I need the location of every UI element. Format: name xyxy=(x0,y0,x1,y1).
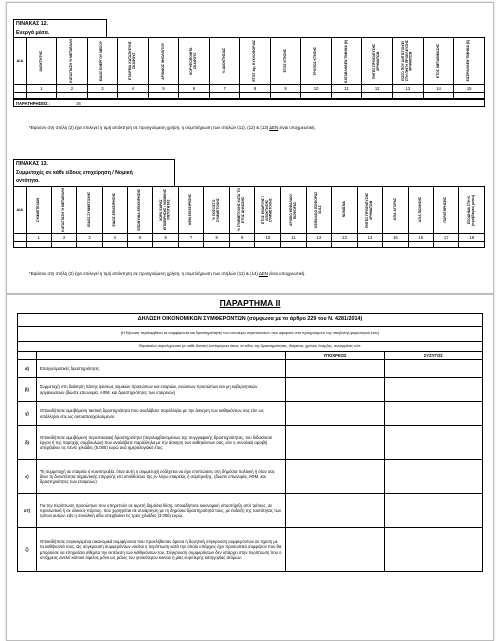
table13-column-number: 11 xyxy=(281,233,307,241)
table12-header-cell xyxy=(240,38,270,85)
table12-header-label: ΕΙΣΠΡΑΧΘΕΝ ΤΙΜΗΜΑ (€) xyxy=(466,40,471,82)
declaration-row-letter: δ) xyxy=(18,426,37,460)
table12-data-cell[interactable] xyxy=(26,93,56,99)
declaration-row-text: Τη συμμετοχή σε εταιρεία ή κοινοπραξία, όταν αυτή η συμμετοχή ενδέχεται να έχει επιπτώσεις στη δημόσια πολιτική ή όταν σας δίνει τη δυνατότητα σημαντικής επιρροής επί υποθέσεων της εν λόγω εταιρείας ή σύμπραξης. (δώστε επωνυμία, ΑΦΜ, και δραστηριότητες των εταιρειών) xyxy=(36,460,285,494)
table13-data-cell[interactable] xyxy=(459,241,485,247)
table-12-title xyxy=(13,19,107,37)
table-12-footnote: *Εφόσον στη στήλη (2) έχει επιλεγεί η τιμή απόκτηση σε προηγούμενη χρήση, η συμπλήρωση των στηλών (11), (12) & (13) ΔΕΝ είναι υποχρεωτική. xyxy=(29,125,316,130)
table12-header-cell xyxy=(362,38,393,85)
table13-data-cell[interactable] xyxy=(434,241,459,247)
table12-header-cell xyxy=(423,38,454,85)
table12-header-cell: Α/Α xyxy=(14,38,27,85)
table13-data-cell[interactable] xyxy=(332,241,357,247)
table12-header-cell xyxy=(26,38,56,85)
table12-header-label: ΕΤΟΣ 1ης ΚΥΚΛΟΦΟΡΙΑΣ xyxy=(252,40,257,82)
declaration-row xyxy=(18,402,483,426)
table12-header-cell xyxy=(179,38,210,85)
table13-data-cell[interactable] xyxy=(281,241,307,247)
declaration-declarant-field[interactable] xyxy=(286,360,384,378)
declaration-row-text: Οποιαδήποτε αμειβόμενη περιστασιακή δραστηριότητα (περιλαμβανομένων της συγγραφικής δραστηριότητας, του διδακτικού έργου ή της παροχής συμβουλών) που αναλάβατε παράλληλα με την άσκηση των καθηκόντων σας, εάν η συνολική αμοιβή υπερβαίνει τις πέντε χιλιάδες (5.000) ευρώ ανά ημερολογιακό έτος. xyxy=(36,426,285,460)
table12-data-cell[interactable] xyxy=(209,93,239,99)
table12-data-cell[interactable] xyxy=(301,93,332,99)
table13-header-cell xyxy=(357,186,383,233)
table13-header-cell xyxy=(26,186,51,233)
table13-data-cell[interactable] xyxy=(357,241,383,247)
table12-data-cell[interactable] xyxy=(57,93,87,99)
declaration-row xyxy=(18,528,483,572)
table12-header-label: % ΙΔΙΟΚΤΗΣΙΑΣ xyxy=(221,48,226,74)
table-12-header-row xyxy=(14,38,485,85)
table12-header-cell xyxy=(57,38,87,85)
declaration-spouse-field[interactable] xyxy=(384,378,482,402)
table12-header-cell xyxy=(148,38,178,85)
table13-data-cell[interactable] xyxy=(14,241,27,247)
table13-data-cell[interactable] xyxy=(77,241,102,247)
table12-column-number: 13 xyxy=(393,85,424,93)
declaration-spouse-field[interactable] xyxy=(384,426,482,460)
table-13-number-row xyxy=(14,233,485,241)
table13-column-number: 1 xyxy=(26,233,51,241)
table13-header-cell xyxy=(281,186,307,233)
table13-header-cell xyxy=(127,186,152,233)
table13-header-label: ΕΠΩΝΥΜΙΑ ΕΠΙΧΕΙΡΗΣΗΣ xyxy=(137,188,142,231)
declaration-row-letter: ε) xyxy=(18,460,37,494)
table12-data-cell[interactable] xyxy=(87,93,117,99)
table12-header-cell xyxy=(393,38,424,85)
table13-column-number: 5 xyxy=(127,233,152,241)
col-declarant: ΥΠΟΧΡΕΟΣ xyxy=(286,352,384,360)
table12-header-label: ΕΤΟΣ ΜΕΤΑΒΙΒΑΣΗΣ xyxy=(435,43,440,79)
table13-column-number: 4 xyxy=(102,233,127,241)
declaration-row-text: Οποιαδήποτε αμειβόμενη τακτική δραστηριότητα που αναλάβατε παράλληλα με την άσκηση των καθηκόντων σας είτε ως υπάλληλοι είτε ως αυτοαπασχολούμενοι. xyxy=(36,402,285,426)
table-13-title-text-2: οντότητα. xyxy=(16,178,40,184)
table13-column-number: 17 xyxy=(434,233,459,241)
table13-header-label: % ΠΟΣΟΣΤΟ ΣΥΜΜΕΤΟΧΗΣ xyxy=(211,197,220,222)
declaration-row-letter: β) xyxy=(18,378,37,402)
table13-header-label: ΑΡΧΙΚΟ ΚΕΦΑΛΑΙΟ ΕΙΣΦΟΡΑΣ xyxy=(288,193,297,226)
table13-column-number xyxy=(14,233,27,241)
table12-column-number: 1 xyxy=(26,85,56,93)
table13-data-cell[interactable] xyxy=(179,241,204,247)
annex-title: ΠΑΡΑΡΤΗΜΑ ΙΙ xyxy=(219,298,281,308)
declaration-row-letter: γ) xyxy=(18,402,37,426)
table13-header-cell xyxy=(255,186,281,233)
table12-header-cell xyxy=(301,38,332,85)
table12-data-cell[interactable] xyxy=(423,93,454,99)
declaration-declarant-field[interactable] xyxy=(286,378,384,402)
declaration-row-letter: ζ) xyxy=(18,528,37,572)
table12-data-cell[interactable] xyxy=(454,93,485,99)
table13-column-number: 3 xyxy=(77,233,102,241)
declaration-row xyxy=(18,378,483,402)
table12-column-number: 6 xyxy=(179,85,210,93)
table12-data-cell[interactable] xyxy=(179,93,210,99)
table13-data-cell[interactable] xyxy=(26,241,51,247)
table-13-footnote: *Εφόσον στη στήλη (2) έχει επιλεγεί η τιμή απόκτηση σε προηγούμενη χρήση, η συμπλήρωση των στηλών (11) & (14) ΔΕΝ είναι υποχρεωτική. xyxy=(29,271,306,276)
table-12-data-row xyxy=(14,93,485,99)
table12-column-number xyxy=(14,85,27,93)
table13-header-label: ΧΩΡΑ ΕΔΡΑΣ ΕΠΙΧΕΙΡΗΣΗΣ / ΝΟΜΙΚΗΣ ΟΝΤΟΤΗΤΑΣ xyxy=(158,189,171,230)
table13-data-cell[interactable] xyxy=(408,241,433,247)
table13-header-cell xyxy=(229,186,255,233)
table13-column-number: 18 xyxy=(459,233,485,241)
declaration-declarant-field[interactable] xyxy=(286,528,384,572)
table13-header-label: ΕΤΟΣ ΕΝΑΡΞΗΣ / ΑΠΟΚΤΗΣΗΣ ΣΥΜΜΕΤΟΧΗΣ xyxy=(261,195,273,224)
table13-header-cell: Α/Α xyxy=(14,186,27,233)
table12-header-label: ΕΤΟΣ ΚΤΗΣΗΣ xyxy=(282,49,287,73)
table13-column-number: 12 xyxy=(306,233,332,241)
table13-header-label: ΕΙΔΟΣ ΣΥΜΜΕΤΟΧΗΣ xyxy=(86,192,91,227)
table13-header-cell xyxy=(102,186,127,233)
table13-header-label: ΕΙΔΟΣ ΕΠΙΧΕΙΡΗΣΗΣ xyxy=(111,192,116,227)
declaration-spouse-field[interactable] xyxy=(384,494,482,528)
table-12-number-row xyxy=(14,85,485,93)
table13-header-label: ΝΟΜΙΣΜΑ xyxy=(341,201,346,218)
declaration-table xyxy=(17,313,483,572)
table12-header-label: ΚΑΤΑΒΛΗΘΕΝ ΤΙΜΗΜΑ (€) xyxy=(343,39,348,83)
table13-header-cell xyxy=(459,186,485,233)
table13-column-number: 9 xyxy=(229,233,255,241)
table-13-data-row xyxy=(14,241,485,247)
declaration-row-text: Οποιαδήποτε συγκεκριμένα οικονομικά συμφέροντα που προκλήθεσαν άμεσα ή δυνητική σύγκρουση συμφερόντων σε σχέση με τα καθήκοντά τους. Ως σύγκρουση συμφερόντων νοείται η περίπτωση κατά την οποία υπάρχεις έχει προσωπικό συμφέρον που θα μπορούσε να επηρεάσει αθέμιτα την εκτέλεση των καθηκόντων του. Σύγκρουση συμφερόντων δεν υπάρχει στην περίπτωση που ο υπόχρεος αντλεί κάποιο όφελος μόνο ως μέλος του γενικότερου κοινού ή μίας ευρύτερης κατηγορίας ατόμων. xyxy=(36,528,285,572)
table13-data-cell[interactable] xyxy=(51,241,76,247)
declaration-declarant-field[interactable] xyxy=(286,426,384,460)
table13-header-label: ΣΥΜΜΕΤΕΧΩΝ xyxy=(35,197,40,222)
table13-header-label: ΚΕΦΑΛΑΙΟ ΕΙΣΦΟΡΑΣ 31/12 xyxy=(314,191,322,228)
table12-header-cell xyxy=(454,38,485,85)
table-13-header-row xyxy=(14,186,485,233)
table12-header-label: ΕΙΔΟΣ ΕΝΕΡΓΟΥ ΜΕΣΟΥ xyxy=(99,40,104,82)
table-12-title-text: Ενεργά μέσα. xyxy=(16,29,50,36)
table12-header-label: ΚΟΡΥΦΟΠΟΙΗΤΑ ΣΚΑΦΟΥΣ xyxy=(189,47,198,75)
table13-data-cell[interactable] xyxy=(153,241,179,247)
table12-header-label: ΕΤΑΙΡΕΙΑ ΚΑΤΑΣΚΕΥΗΣ ΣΚΑΦΟΥΣ xyxy=(128,41,136,81)
table13-data-cell[interactable] xyxy=(127,241,152,247)
table13-data-cell[interactable] xyxy=(229,241,255,247)
table13-column-number: 16 xyxy=(408,233,433,241)
table12-header-label: ΠΟΣΟ ΠΟΥ ΑΝΤΙΣΤΟΙΧΕΙ ΣΤΗ ΠΗΓΗ ΠΡΟΕΛΕΥΣΗΣ ΧΡΗΜΑΤΩΝ xyxy=(401,40,413,82)
table13-header-cell xyxy=(51,186,76,233)
table13-header-cell xyxy=(153,186,179,233)
table12-header-label: ΤΡΟΠΟΣ ΚΤΗΣΗΣ xyxy=(313,46,318,76)
table12-column-number: 4 xyxy=(118,85,149,93)
table12-column-number: 11 xyxy=(331,85,362,93)
declaration-declarant-field[interactable] xyxy=(286,460,384,494)
table12-column-number: 10 xyxy=(301,85,332,93)
table12-column-number: 3 xyxy=(87,85,117,93)
table13-data-cell[interactable] xyxy=(204,241,230,247)
table12-header-label: ΑΡΙΘΜΟΣ ΝΗΟΛΟΓΙΟΥ xyxy=(160,42,165,80)
table12-column-number: 7 xyxy=(209,85,239,93)
declaration-spouse-field[interactable] xyxy=(384,360,482,378)
declaration-hint: Παρακαλώ συμπληρώστε με κάθε δυνατή λεπτομέρεια όπως το είδος της δραστηριότητας, διάρκεια, χρόνος έναρξης, συνεργάτες κλπ. xyxy=(18,342,483,352)
table12-data-cell[interactable] xyxy=(240,93,270,99)
declaration-row xyxy=(18,460,483,494)
table12-header-label: ΙΔΙΟΚΤΗΤΗΣ xyxy=(38,50,43,72)
table-13-title-text: Συμμετοχές σε κάθε είδους επιχείρηση / Νομική xyxy=(16,169,133,176)
table-13-wrapper xyxy=(13,159,485,248)
declaration-row xyxy=(18,494,483,528)
table13-data-cell[interactable] xyxy=(102,241,127,247)
table12-column-number: 2 xyxy=(57,85,87,93)
table12-column-number: 5 xyxy=(148,85,178,93)
table13-column-number: 2 xyxy=(51,233,76,241)
table-13 xyxy=(13,186,485,248)
table12-data-cell[interactable] xyxy=(393,93,424,99)
table13-data-cell[interactable] xyxy=(306,241,332,247)
table13-header-cell xyxy=(77,186,102,233)
table13-header-label: ΑΞΙΑ ΑΓΟΡΑΣ xyxy=(392,198,397,221)
table-12 xyxy=(13,37,485,99)
table12-data-cell[interactable] xyxy=(148,93,178,99)
table12-header-cell xyxy=(331,38,362,85)
declaration-intro: (Η δήλωση περιλαμβάνει τα συμφέροντα και δραστηριότητες των ανωτέρω περιπτώσεων που αφορούν στο προηγούμενο της υποβολής φορολογικό έτος) xyxy=(18,327,483,342)
counter-value: 16 xyxy=(76,100,485,107)
table12-data-cell[interactable] xyxy=(270,93,300,99)
declaration-row xyxy=(18,426,483,460)
table12-data-cell[interactable] xyxy=(14,93,27,99)
table-13-title-number: ΠΙΝΑΚΑΣ 13. xyxy=(16,161,48,167)
table13-data-cell[interactable] xyxy=(383,241,408,247)
declaration-row-letter: α) xyxy=(18,360,37,378)
table12-header-cell xyxy=(209,38,239,85)
table12-data-cell[interactable] xyxy=(362,93,393,99)
table13-header-cell xyxy=(306,186,332,233)
table13-header-cell xyxy=(408,186,433,233)
counter-label: ΠΑΡΑΤΗΡΗΣΕΙΣ : xyxy=(14,100,77,107)
declaration-declarant-field[interactable] xyxy=(286,402,384,426)
table13-header-label: % ΣΥΜΜΕΤΟΧΗΣ ΚΑΤΑ ΤΟ ΕΤΟΣ ΔΗΛΩΣΗΣ xyxy=(237,188,246,231)
table13-header-cell xyxy=(332,186,357,233)
table12-column-number: 15 xyxy=(454,85,485,93)
table13-column-number: 7 xyxy=(179,233,204,241)
table13-column-number: 8 xyxy=(204,233,230,241)
table12-header-cell xyxy=(87,38,117,85)
declaration-spouse-field[interactable] xyxy=(384,460,482,494)
col-spouse: ΣΥΖΥΓΟΣ xyxy=(384,352,482,360)
table13-column-number: 15 xyxy=(383,233,408,241)
table13-header-cell xyxy=(383,186,408,233)
declaration-row-letter: στ) xyxy=(18,494,37,528)
declaration-row xyxy=(18,360,483,378)
table-13-title xyxy=(13,159,175,186)
declaration-spouse-field[interactable] xyxy=(384,528,482,572)
table12-column-number: 8 xyxy=(240,85,270,93)
table13-header-label: ΑΦΜ ΕΠΙΧΕΙΡΗΣΗΣ xyxy=(188,193,193,226)
table12-header-label: ΠΗΓΕΣ ΠΡΟΕΛΕΥΣΗΣ ΧΡΗΜΑΤΩΝ xyxy=(372,43,381,79)
table13-data-cell[interactable] xyxy=(255,241,281,247)
table13-header-cell xyxy=(434,186,459,233)
declaration-heading: ΔΗΛΩΣΗ ΟΙΚΟΝΟΜΙΚΩΝ ΣΥΜΦΕΡΟΝΤΩΝ (σύμφωνα με το άρθρο 229 του Ν. 4281/2014) xyxy=(18,314,483,327)
table12-header-label: ΚΑΤΑΣΤΑΣΗ Ή ΜΕΤΑΒΟΛΗ xyxy=(68,39,73,83)
page-annex xyxy=(6,294,494,641)
table-12-counter xyxy=(13,99,485,107)
table12-data-cell[interactable] xyxy=(331,93,362,99)
table-12-wrapper xyxy=(13,19,485,107)
table13-column-number: 10 xyxy=(255,233,281,241)
table12-column-number: 9 xyxy=(270,85,300,93)
declaration-row-text: Συμμετοχή στη διοίκηση πάσης φύσεως νομικών προσώπων και εταιριών, ενώσεων προσώπων και μη κυβερνητικών οργανώσεων (δώστε επωνυμία, ΑΦΜ, και δραστηριότητες των εταιρειών) xyxy=(36,378,285,402)
table13-header-label: ΠΑΡΑΤΗΡΗΣΕΙΣ xyxy=(443,196,448,223)
table13-header-label: ΑΞΙΑ ΠΩΛΗΣΗΣ xyxy=(417,196,422,223)
table12-header-cell xyxy=(270,38,300,85)
table13-column-number: 13 xyxy=(332,233,357,241)
declaration-row-text: Επαγγελματικές δραστηριότητες xyxy=(36,360,285,378)
table13-header-cell xyxy=(179,186,204,233)
table-12-title-number: ΠΙΝΑΚΑΣ 12. xyxy=(16,21,48,27)
declaration-spouse-field[interactable] xyxy=(384,402,482,426)
table13-header-label: ΚΑΤΑΣΤΑΣΗ Ή ΜΕΤΑΒΟΛΗ xyxy=(61,187,66,232)
declaration-row-text: Για την περίπτωση προσώπων που υπηρετούν σε αιρετή δημόσια θέση, οποιαδήποτε οικονομική υποστήριξη από τρίτους, σε προσωπικό ή σε υλικούς πόρους, που χορηγείται σε συνάρτηση με τη δημόσια δραστηριότητά τους, με ένδειξη της ταυτότητας των τρίτων αυτών, εάν η συνολική αξία υπερβαίνει τις τρεις χιλιάδες (3.000) ευρώ. xyxy=(36,494,285,528)
table12-header-cell xyxy=(118,38,149,85)
table13-header-label: ΠΗΓΕΣ ΠΡΟΕΛΕΥΣΗΣ ΧΡΗΜΑΤΩΝ xyxy=(365,191,373,228)
table12-data-cell[interactable] xyxy=(118,93,149,99)
page-tables xyxy=(6,2,494,294)
table12-column-number: 12 xyxy=(362,85,393,93)
table12-column-number: 14 xyxy=(423,85,454,93)
table13-header-label: ΕΣΟΔΗΜΑ ΣΤΗ Κ. (προβλέψεις μέσω) xyxy=(466,193,475,226)
table13-column-number: 6 xyxy=(153,233,179,241)
declaration-declarant-field[interactable] xyxy=(286,494,384,528)
table13-header-cell xyxy=(204,186,230,233)
table13-column-number: 14 xyxy=(357,233,383,241)
